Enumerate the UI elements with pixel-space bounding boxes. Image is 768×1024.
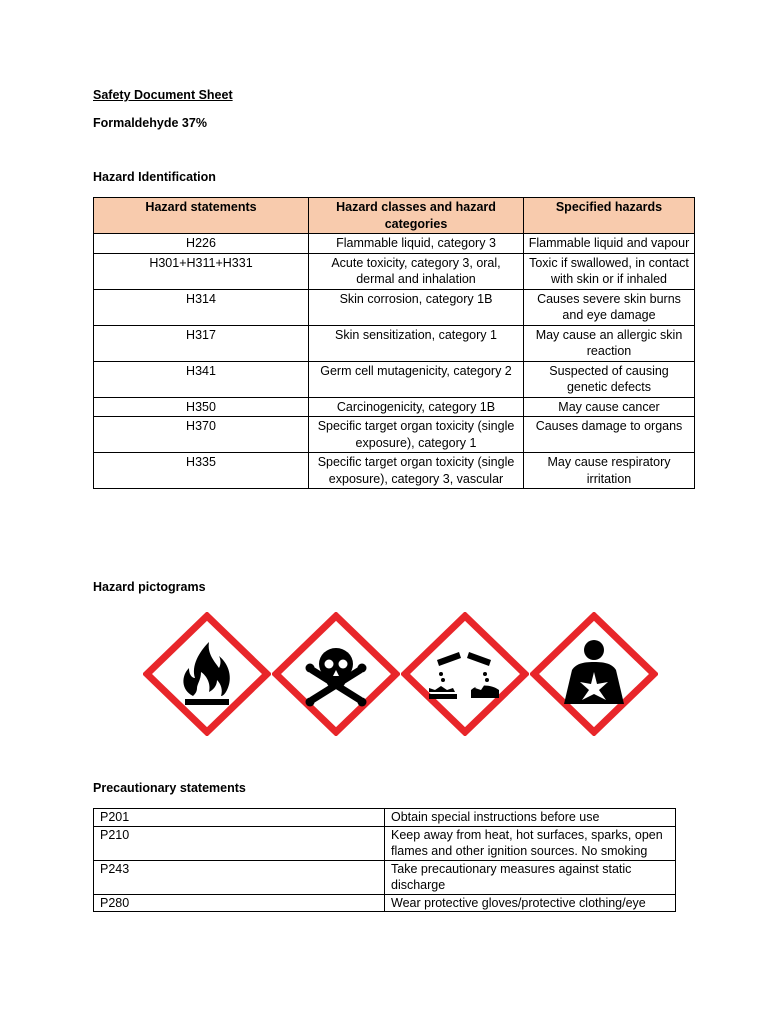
specified-hazard-cell: Causes damage to organs [524,417,695,453]
hazard-pictograms-heading: Hazard pictograms [93,580,206,594]
hazard-code-cell: H370 [94,417,309,453]
hazard-table-header [94,198,695,234]
table-row [94,289,695,325]
table-row [94,253,695,289]
table-row [94,234,695,254]
column-header: Hazard statements [94,198,309,234]
table-row [94,826,676,860]
skull-crossbones-icon [272,612,400,736]
table-row [94,417,695,453]
table-row [94,397,695,417]
precautionary-table [93,808,676,912]
precaution-code-cell: P201 [94,809,385,827]
specified-hazard-cell: Toxic if swallowed, in contact with skin or if inhaled [524,253,695,289]
specified-hazard-cell: May cause an allergic skin reaction [524,325,695,361]
hazard-code-cell: H341 [94,361,309,397]
table-row [94,453,695,489]
hazard-class-cell: Flammable liquid, category 3 [309,234,524,254]
precaution-text-cell: Obtain special instructions before use [385,809,676,827]
hazard-class-cell: Skin sensitization, category 1 [309,325,524,361]
document-title: Safety Document Sheet [93,88,233,102]
precaution-text-cell: Take precautionary measures against static discharge [385,860,676,894]
table-row [94,809,676,827]
hazard-class-cell: Specific target organ toxicity (single exposure), category 1 [309,417,524,453]
specified-hazard-cell: May cause respiratory irritation [524,453,695,489]
precaution-text-cell: Wear protective gloves/protective clothing/eye [385,894,676,912]
specified-hazard-cell: May cause cancer [524,397,695,417]
column-header: Hazard classes and hazard categories [309,198,524,234]
hazard-code-cell: H335 [94,453,309,489]
table-row [94,860,676,894]
hazard-class-cell: Carcinogenicity, category 1B [309,397,524,417]
hazard-code-cell: H301+H311+H331 [94,253,309,289]
table-row [94,361,695,397]
specified-hazard-cell: Causes severe skin burns and eye damage [524,289,695,325]
health-hazard-icon [530,612,658,736]
hazard-table-body [94,234,695,489]
precautionary-statements-heading: Precautionary statements [93,781,246,795]
hazard-code-cell: H317 [94,325,309,361]
pictogram-row [143,612,658,736]
table-row [94,325,695,361]
hazard-identification-heading: Hazard Identification [93,170,216,184]
precautionary-table-body [94,809,676,912]
hazard-table [93,197,695,489]
column-header: Specified hazards [524,198,695,234]
hazard-class-cell: Skin corrosion, category 1B [309,289,524,325]
precaution-code-cell: P280 [94,894,385,912]
hazard-class-cell: Acute toxicity, category 3, oral, dermal and inhalation [309,253,524,289]
specified-hazard-cell: Suspected of causing genetic defects [524,361,695,397]
precaution-code-cell: P210 [94,826,385,860]
hazard-code-cell: H226 [94,234,309,254]
corrosion-icon [401,612,529,736]
hazard-class-cell: Germ cell mutagenicity, category 2 [309,361,524,397]
hazard-class-cell: Specific target organ toxicity (single exposure), category 3, vascular [309,453,524,489]
flame-icon [143,612,271,736]
precaution-code-cell: P243 [94,860,385,894]
precaution-text-cell: Keep away from heat, hot surfaces, sparks, open flames and other ignition sources. No smoking [385,826,676,860]
table-row [94,894,676,912]
document-subtitle: Formaldehyde 37% [93,116,207,130]
specified-hazard-cell: Flammable liquid and vapour [524,234,695,254]
hazard-code-cell: H350 [94,397,309,417]
hazard-code-cell: H314 [94,289,309,325]
